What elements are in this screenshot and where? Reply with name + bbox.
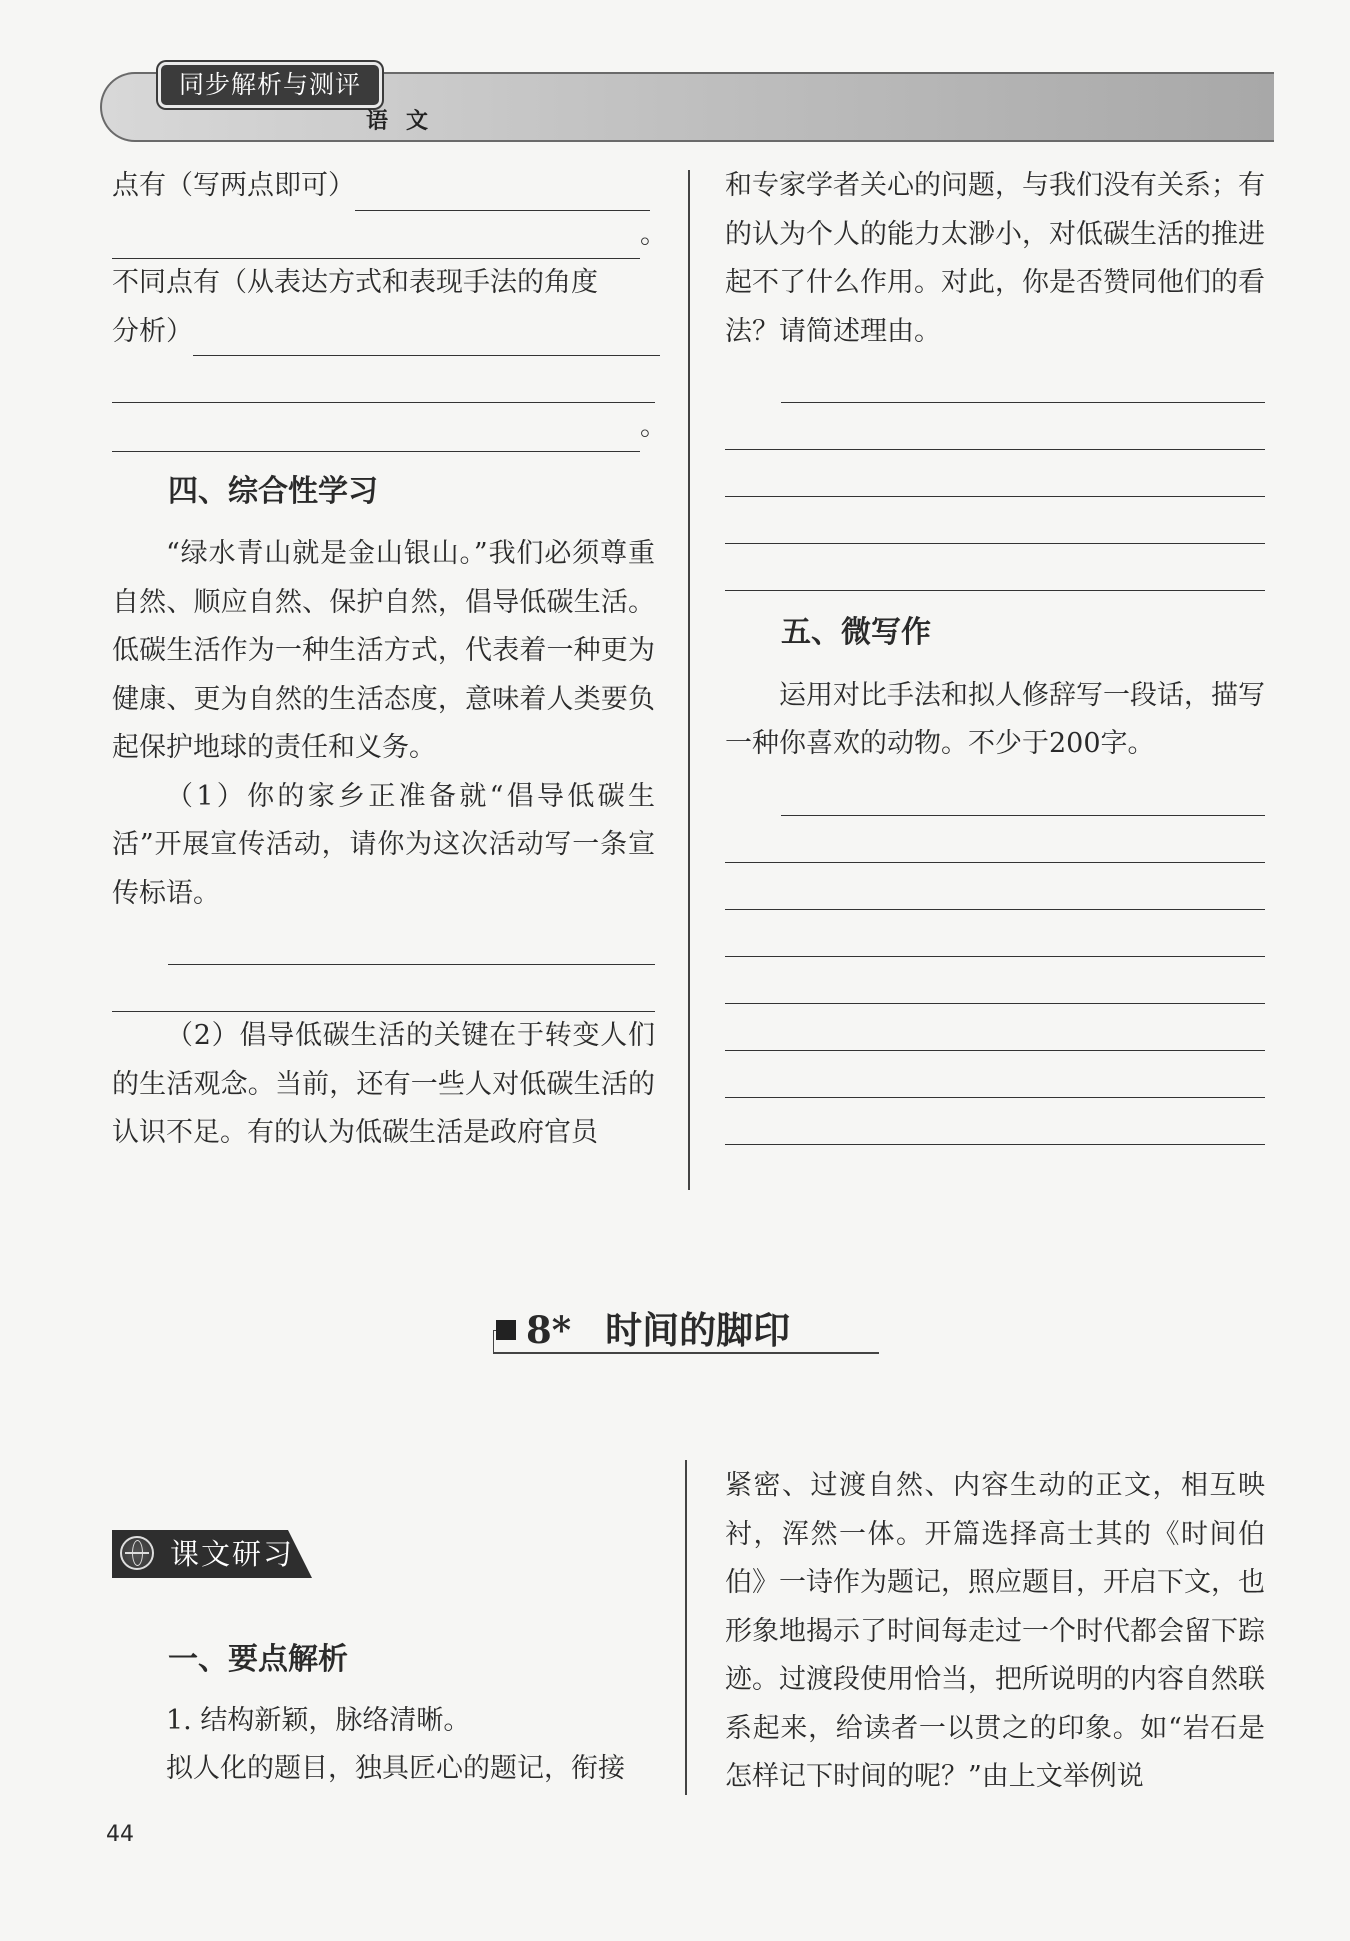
answer-line: [781, 769, 1265, 816]
similarity-prompt: 点有（写两点即可）: [112, 170, 355, 201]
answer-line: [725, 403, 1265, 450]
square-bullet-icon: [496, 1320, 516, 1340]
chapter-name: 时间的脚印: [605, 1309, 791, 1352]
chapter-number: 8*: [526, 1308, 572, 1352]
chapter-title: [496, 1300, 790, 1354]
answer-line: [725, 1098, 1265, 1145]
right-column-top: [725, 162, 1265, 1145]
answer-line: [168, 918, 655, 965]
answer-line: [725, 910, 1265, 957]
answer-line: [725, 816, 1265, 863]
question-2-continued: 和专家学者关心的问题，与我们没有关系；有的认为个人的能力太渺小，对低碳生活的推进起不了什么作用。对此，你是否赞同他们的看法？请简述理由。: [725, 170, 1265, 347]
column-divider: [685, 1460, 687, 1795]
series-tab: 同步解析与测评: [158, 62, 382, 108]
paragraph: 拟人化的题目，独具匠心的题记，衔接: [166, 1753, 625, 1784]
point-heading: 1. 结构新颖，脉络清晰。: [166, 1704, 471, 1736]
right-column-bottom: [725, 1462, 1265, 1802]
badge-label: 课文研习: [170, 1537, 295, 1571]
paragraph: “绿水青山就是金山银山。”我们必须尊重自然、顺应自然、保护自然，倡导低碳生活。低碳生活作为一种生活方式，代表着一种更为健康、更为自然的生活态度，意味着人类要负起保护地球的责任和义务。: [112, 538, 655, 763]
answer-line: [725, 957, 1265, 1004]
answer-line: [781, 356, 1265, 403]
answer-line: [193, 319, 660, 356]
left-column-top: 点有（写两点即可） 。 不同点有（从表达方式和表现手法的角度 分析） 。 四、综合性学习 “绿水青山就是金山银山。”我们必须尊重自然、顺应自然、保护自然，倡导低碳生活。低碳生活作为一种生活方式，代表着一种更为健康、更为自然的生活态度，意味着人类要负起保护地球的责任和义务。 （1）你的家乡正准备就“倡导低碳生活”开展宣传活动，请你为这次活动写一条宣传标语。 （2）倡导低碳生活的关键在于转变人们的生活观念。当前，还有一些人对低碳生活的认识不足。有的认为低碳生活是政府官员: [112, 162, 655, 1158]
answer-line: [725, 497, 1265, 544]
answer-line: [725, 1051, 1265, 1098]
writing-task: 运用对比手法和拟人修辞写一段话，描写一种你喜欢的动物。不少于200字。: [725, 679, 1265, 759]
answer-line: [725, 450, 1265, 497]
section-title: 一、要点解析: [168, 1642, 348, 1677]
answer-line: [112, 356, 655, 403]
section-title: 四、综合性学习: [168, 473, 378, 509]
left-column-bottom: [112, 1636, 655, 1794]
globe-icon: [120, 1536, 154, 1570]
answer-line: [725, 1004, 1265, 1051]
answer-line: [355, 174, 650, 211]
answer-line: [112, 965, 655, 1012]
answer-line: [112, 415, 640, 452]
section-title: 五、微写作: [781, 615, 931, 650]
difference-prompt: 不同点有（从表达方式和表现手法的角度: [112, 267, 598, 298]
answer-line: [112, 222, 640, 259]
answer-line: [725, 544, 1265, 591]
question-1: （1）你的家乡正准备就“倡导低碳生活”开展宣传活动，请你为这次活动写一条宣传标语。: [112, 780, 655, 909]
subject-label: 语文: [366, 109, 447, 134]
question-2: （2）倡导低碳生活的关键在于转变人们的生活观念。当前，还有一些人对低碳生活的认识不足。有的认为低碳生活是政府官员: [112, 1020, 655, 1148]
difference-prompt-end: 分析）: [112, 315, 193, 347]
column-divider: [688, 170, 690, 1190]
section-badge: [112, 1530, 334, 1578]
page-number: 44: [106, 1822, 134, 1847]
paragraph: 紧密、过渡自然、内容生动的正文，相互映衬，浑然一体。开篇选择高士其的《时间伯伯》一诗作为题记，照应题目，开启下文，也形象地揭示了时间每走过一个时代都会留下踪迹。过渡段使用恰当，把所说明的内容自然联系起来，给读者一以贯之的印象。如“岩石是怎样记下时间的呢？”由上文举例说: [725, 1470, 1265, 1792]
answer-line: [725, 863, 1265, 910]
